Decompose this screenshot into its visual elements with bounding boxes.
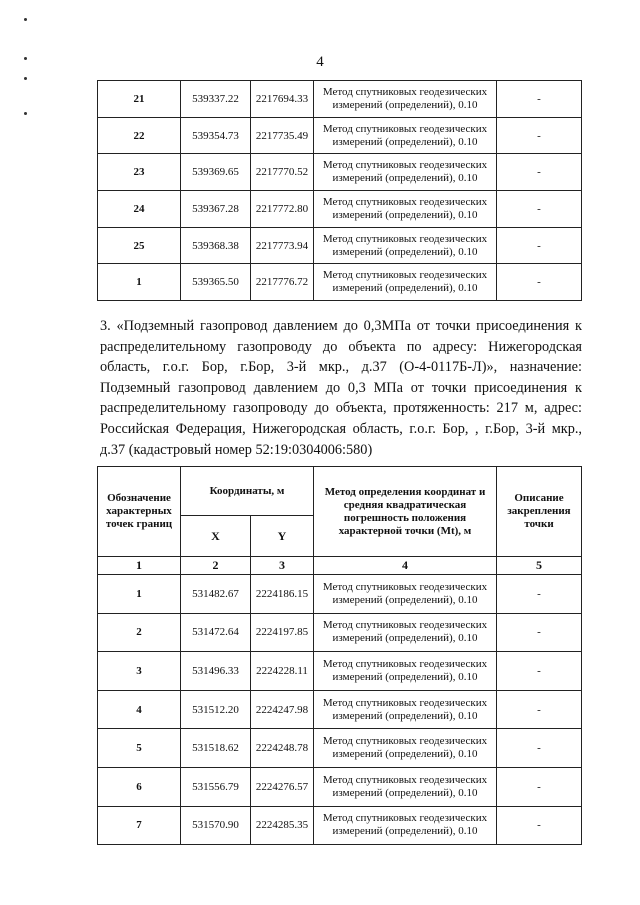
- header-description: Описание закрепления точки: [497, 467, 582, 557]
- description-cell: -: [497, 154, 582, 191]
- column-index: 3: [251, 557, 314, 575]
- method-cell: Метод спутниковых геодезических измерений (определений), 0.10: [314, 81, 497, 118]
- coordinates-table-continued: [97, 80, 582, 301]
- header-x: X: [181, 516, 251, 557]
- y-coordinate: 2217694.33: [251, 81, 314, 118]
- method-cell: Метод спутниковых геодезических измерений (определений), 0.10: [314, 117, 497, 154]
- x-coordinate: 531570.90: [181, 806, 251, 845]
- point-number: 7: [98, 806, 181, 845]
- table-row: [98, 729, 582, 768]
- method-cell: Метод спутниковых геодезических измерений (определений), 0.10: [314, 191, 497, 228]
- scan-speck: [24, 77, 27, 80]
- y-coordinate: 2224247.98: [251, 690, 314, 729]
- column-index: 1: [98, 557, 181, 575]
- x-coordinate: 531482.67: [181, 575, 251, 614]
- column-index: 5: [497, 557, 582, 575]
- header-y: Y: [251, 516, 314, 557]
- table-row: [98, 806, 582, 845]
- table-row: [98, 575, 582, 614]
- y-coordinate: 2217773.94: [251, 227, 314, 264]
- x-coordinate: 539337.22: [181, 81, 251, 118]
- header-coordinates: Координаты, м: [181, 467, 314, 516]
- x-coordinate: 531472.64: [181, 613, 251, 652]
- method-cell: Метод спутниковых геодезических измерений (определений), 0.10: [314, 729, 497, 768]
- description-cell: -: [497, 767, 582, 806]
- x-coordinate: 531518.62: [181, 729, 251, 768]
- description-cell: -: [497, 227, 582, 264]
- column-index-row: [98, 557, 582, 575]
- description-cell: -: [497, 117, 582, 154]
- header-method: Метод определения координат и средняя квадратическая погрешность положения характерной точки (Mt), м: [314, 467, 497, 557]
- description-cell: -: [497, 729, 582, 768]
- scan-speck: [24, 112, 27, 115]
- point-number: 4: [98, 690, 181, 729]
- point-number: 22: [98, 117, 181, 154]
- point-number: 24: [98, 191, 181, 228]
- table-row: [98, 652, 582, 691]
- y-coordinate: 2217735.49: [251, 117, 314, 154]
- y-coordinate: 2224285.35: [251, 806, 314, 845]
- x-coordinate: 539365.50: [181, 264, 251, 301]
- x-coordinate: 531512.20: [181, 690, 251, 729]
- method-cell: Метод спутниковых геодезических измерений (определений), 0.10: [314, 613, 497, 652]
- header-designation: Обозначение характерных точек границ: [98, 467, 181, 557]
- method-cell: Метод спутниковых геодезических измерений (определений), 0.10: [314, 154, 497, 191]
- point-number: 6: [98, 767, 181, 806]
- scan-speck: [24, 18, 27, 21]
- x-coordinate: 539354.73: [181, 117, 251, 154]
- column-index: 4: [314, 557, 497, 575]
- table-row: [98, 227, 582, 264]
- method-cell: Метод спутниковых геодезических измерений (определений), 0.10: [314, 264, 497, 301]
- x-coordinate: 539368.38: [181, 227, 251, 264]
- x-coordinate: 539369.65: [181, 154, 251, 191]
- description-cell: -: [497, 575, 582, 614]
- method-cell: Метод спутниковых геодезических измерений (определений), 0.10: [314, 806, 497, 845]
- description-cell: -: [497, 264, 582, 301]
- y-coordinate: 2224186.15: [251, 575, 314, 614]
- method-cell: Метод спутниковых геодезических измерений (определений), 0.10: [314, 227, 497, 264]
- description-cell: -: [497, 81, 582, 118]
- table-row: [98, 690, 582, 729]
- method-cell: Метод спутниковых геодезических измерений (определений), 0.10: [314, 767, 497, 806]
- point-number: 3: [98, 652, 181, 691]
- x-coordinate: 539367.28: [181, 191, 251, 228]
- method-cell: Метод спутниковых геодезических измерений (определений), 0.10: [314, 690, 497, 729]
- table-row: [98, 264, 582, 301]
- y-coordinate: 2224248.78: [251, 729, 314, 768]
- object-description-paragraph: 3. «Подземный газопровод давлением до 0,3МПа от точки присоединения к распределительному газопроводу до объекта по адресу: Нижегородская область, г.о.г. Бор, г.Бор, 3-й мкр., д.37 (О-4-0117Б-Л)», назначение: Подземный газопровод давлением до 0,3 МПа от точки присоединения к распределительному газопроводу до объекта, протяженность: 217 м, адрес: Российская Федерация, Нижегородская область, г.о.г. Бор, , г.Бор, 3-й мкр., д.37 (кадастровый номер 52:19:0304006:580): [100, 318, 582, 458]
- method-cell: Метод спутниковых геодезических измерений (определений), 0.10: [314, 652, 497, 691]
- table-row: [98, 613, 582, 652]
- table-row: [98, 81, 582, 118]
- x-coordinate: 531556.79: [181, 767, 251, 806]
- point-number: 5: [98, 729, 181, 768]
- point-number: 25: [98, 227, 181, 264]
- description-cell: -: [497, 613, 582, 652]
- column-index: 2: [181, 557, 251, 575]
- coordinates-table: [97, 466, 582, 845]
- x-coordinate: 531496.33: [181, 652, 251, 691]
- description-cell: -: [497, 652, 582, 691]
- point-number: 21: [98, 81, 181, 118]
- point-number: 1: [98, 575, 181, 614]
- description-cell: -: [497, 806, 582, 845]
- y-coordinate: 2224276.57: [251, 767, 314, 806]
- y-coordinate: 2224228.11: [251, 652, 314, 691]
- y-coordinate: 2217772.80: [251, 191, 314, 228]
- page-number: 4: [316, 54, 324, 70]
- table-row: [98, 767, 582, 806]
- description-cell: -: [497, 191, 582, 228]
- point-number: 23: [98, 154, 181, 191]
- table-row: [98, 154, 582, 191]
- y-coordinate: 2217776.72: [251, 264, 314, 301]
- table-row: [98, 117, 582, 154]
- point-number: 1: [98, 264, 181, 301]
- point-number: 2: [98, 613, 181, 652]
- y-coordinate: 2217770.52: [251, 154, 314, 191]
- table-row: [98, 191, 582, 228]
- method-cell: Метод спутниковых геодезических измерений (определений), 0.10: [314, 575, 497, 614]
- y-coordinate: 2224197.85: [251, 613, 314, 652]
- table-header-row: [98, 467, 582, 516]
- description-cell: -: [497, 690, 582, 729]
